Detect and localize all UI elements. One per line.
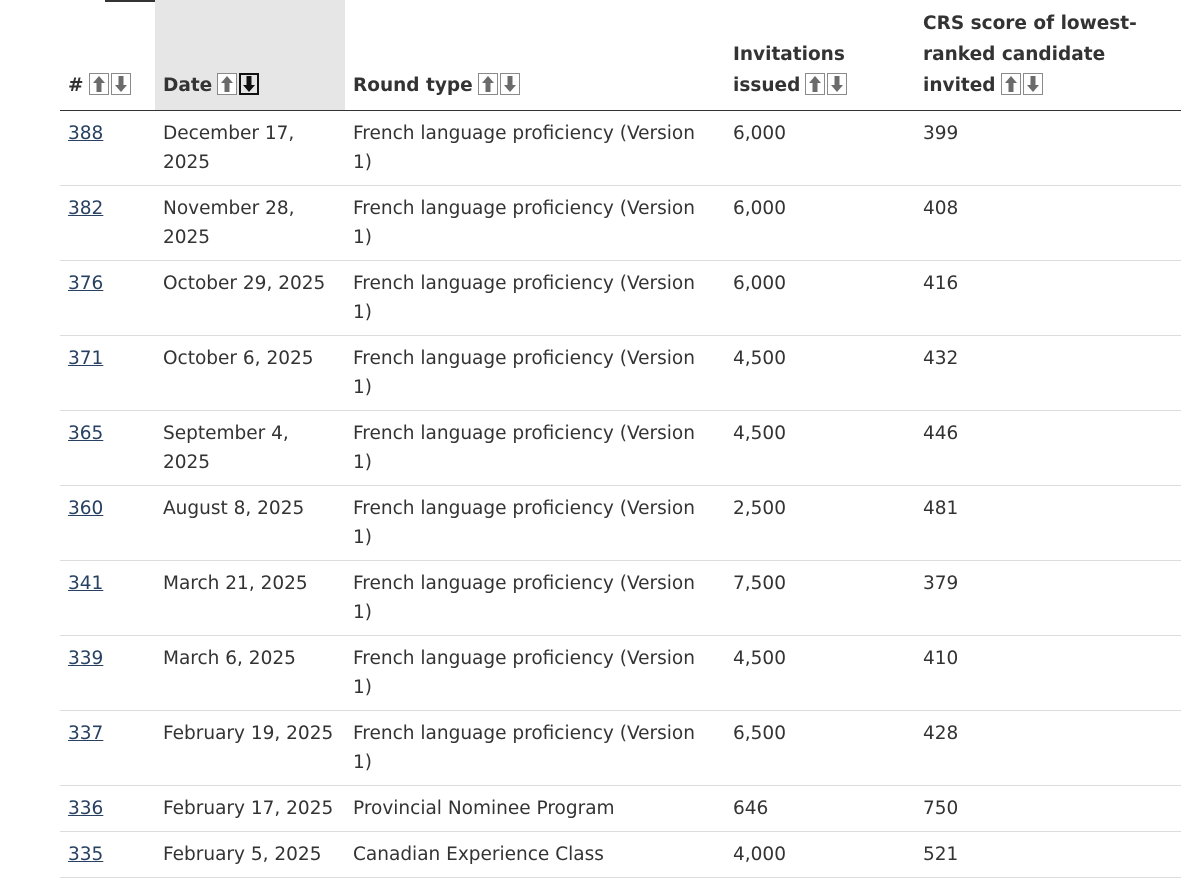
sort-crs-ascending-button[interactable] [1001, 73, 1021, 95]
cell-number [60, 410, 155, 485]
cell-crs-score: 399 [915, 110, 1181, 185]
cell-round-type: Provincial Nominee Program [345, 785, 725, 831]
header-date [155, 0, 345, 110]
arrow-up-icon [1005, 76, 1017, 92]
sort-date-descending-button[interactable] [239, 73, 259, 95]
round-number-link[interactable]: 376 [68, 272, 104, 294]
cell-crs-score: 408 [915, 185, 1181, 260]
cell-round-type: French language proficiency (Version 1) [345, 260, 725, 335]
round-number-link[interactable]: 371 [68, 347, 104, 369]
rounds-table [60, 0, 1181, 878]
table-row [60, 485, 1181, 560]
cell-invitations: 6,500 [725, 710, 915, 785]
cell-number [60, 110, 155, 185]
cell-crs-score: 416 [915, 260, 1181, 335]
cell-invitations: 4,500 [725, 410, 915, 485]
sort-invitations-ascending-button[interactable] [805, 73, 825, 95]
table-row [60, 560, 1181, 635]
table-body [60, 110, 1181, 877]
table-row [60, 110, 1181, 185]
cell-invitations: 4,500 [725, 635, 915, 710]
cell-round-type: Canadian Experience Class [345, 831, 725, 877]
arrow-down-icon [1027, 76, 1039, 92]
round-number-link[interactable]: 336 [68, 797, 104, 819]
cell-invitations: 4,500 [725, 335, 915, 410]
cell-round-type: French language proficiency (Version 1) [345, 410, 725, 485]
table-row [60, 831, 1181, 877]
arrow-down-icon [504, 76, 516, 92]
cell-number [60, 335, 155, 410]
cell-date: October 6, 2025 [155, 335, 345, 410]
cell-date: October 29, 2025 [155, 260, 345, 335]
header-round-type-label: Round type [353, 74, 473, 96]
sort-number-ascending-button[interactable] [89, 73, 109, 95]
sort-round-type-ascending-button[interactable] [478, 73, 498, 95]
arrow-up-icon [482, 76, 494, 92]
cell-round-type: French language proficiency (Version 1) [345, 635, 725, 710]
cell-date: August 8, 2025 [155, 485, 345, 560]
cell-date: February 5, 2025 [155, 831, 345, 877]
arrow-down-icon [115, 76, 127, 92]
cell-number [60, 560, 155, 635]
table-row [60, 260, 1181, 335]
cell-date: February 17, 2025 [155, 785, 345, 831]
rounds-table-container [60, 0, 1181, 878]
round-number-link[interactable]: 365 [68, 422, 104, 444]
round-number-link[interactable]: 337 [68, 722, 104, 744]
arrow-up-icon [221, 76, 233, 92]
cell-round-type: French language proficiency (Version 1) [345, 335, 725, 410]
header-number-label: # [68, 74, 84, 96]
cell-round-type: French language proficiency (Version 1) [345, 185, 725, 260]
cell-number [60, 260, 155, 335]
table-header [60, 0, 1181, 110]
header-crs-label: CRS score of lowest-ranked candidate invited [923, 12, 1137, 96]
header-row [60, 0, 1181, 110]
round-number-link[interactable]: 339 [68, 647, 104, 669]
table-row [60, 785, 1181, 831]
cell-number [60, 185, 155, 260]
round-number-link[interactable]: 388 [68, 122, 104, 144]
cell-crs-score: 446 [915, 410, 1181, 485]
cell-number [60, 785, 155, 831]
round-number-link[interactable]: 335 [68, 843, 104, 865]
header-crs [915, 0, 1181, 110]
table-row [60, 410, 1181, 485]
cell-crs-score: 432 [915, 335, 1181, 410]
header-number [60, 0, 155, 110]
sort-date-ascending-button[interactable] [217, 73, 237, 95]
cell-date: September 4, 2025 [155, 410, 345, 485]
cell-crs-score: 481 [915, 485, 1181, 560]
cell-date: March 21, 2025 [155, 560, 345, 635]
cell-crs-score: 521 [915, 831, 1181, 877]
cell-round-type: French language proficiency (Version 1) [345, 560, 725, 635]
sort-number-descending-button[interactable] [111, 73, 131, 95]
cell-number [60, 710, 155, 785]
cell-round-type: French language proficiency (Version 1) [345, 110, 725, 185]
cell-invitations: 4,000 [725, 831, 915, 877]
cell-crs-score: 750 [915, 785, 1181, 831]
cell-crs-score: 379 [915, 560, 1181, 635]
sort-crs-descending-button[interactable] [1023, 73, 1043, 95]
arrow-down-icon [243, 76, 255, 92]
sort-round-type-descending-button[interactable] [500, 73, 520, 95]
arrow-up-icon [809, 76, 821, 92]
cell-crs-score: 410 [915, 635, 1181, 710]
cell-round-type: French language proficiency (Version 1) [345, 485, 725, 560]
table-row [60, 635, 1181, 710]
round-number-link[interactable]: 341 [68, 572, 104, 594]
cell-date: November 28, 2025 [155, 185, 345, 260]
cell-number [60, 485, 155, 560]
cell-invitations: 6,000 [725, 110, 915, 185]
cell-invitations: 7,500 [725, 560, 915, 635]
table-row [60, 710, 1181, 785]
arrow-up-icon [93, 76, 105, 92]
cell-date: March 6, 2025 [155, 635, 345, 710]
cell-invitations: 646 [725, 785, 915, 831]
table-row [60, 185, 1181, 260]
header-invitations-label: Invitations issued [733, 43, 845, 96]
cell-date: February 19, 2025 [155, 710, 345, 785]
cell-invitations: 2,500 [725, 485, 915, 560]
round-number-link[interactable]: 382 [68, 197, 104, 219]
cell-date: December 17, 2025 [155, 110, 345, 185]
header-invitations [725, 0, 915, 110]
cell-invitations: 6,000 [725, 185, 915, 260]
cell-number [60, 635, 155, 710]
header-round-type [345, 0, 725, 110]
sort-invitations-descending-button[interactable] [827, 73, 847, 95]
arrow-down-icon [831, 76, 843, 92]
cell-round-type: French language proficiency (Version 1) [345, 710, 725, 785]
header-date-label: Date [163, 74, 213, 96]
cell-invitations: 6,000 [725, 260, 915, 335]
cell-crs-score: 428 [915, 710, 1181, 785]
round-number-link[interactable]: 360 [68, 497, 104, 519]
table-row [60, 335, 1181, 410]
cell-number [60, 831, 155, 877]
